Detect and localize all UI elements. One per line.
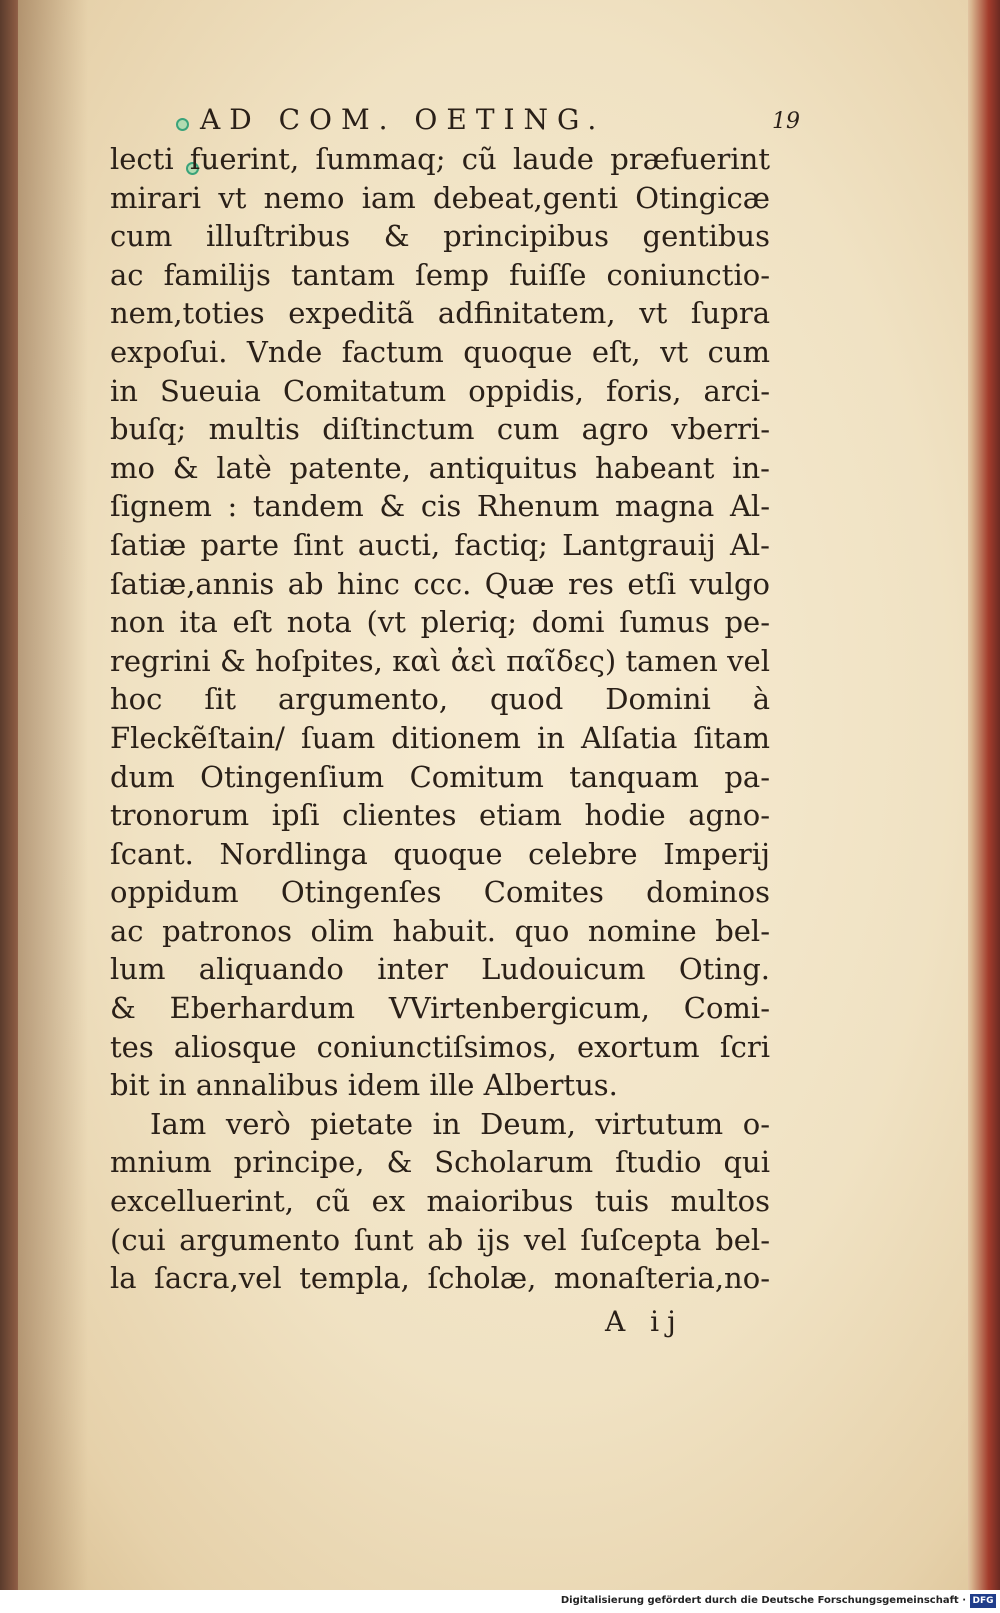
text-line: expoſui. Vnde factum quoque eſt, vt cum xyxy=(110,334,770,369)
dfg-logo: DFG xyxy=(970,1594,996,1608)
running-title: AD COM. OETING. xyxy=(200,103,606,136)
text-line: mnium principe, & Scholarum ſtudio qui xyxy=(110,1145,770,1180)
text-line: tronorum ipſi clientes etiam hodie agno- xyxy=(110,798,770,833)
body-text xyxy=(110,140,770,1298)
signature-mark xyxy=(110,1302,770,1342)
text-line: lum aliquando inter Ludouicum Oting. xyxy=(110,952,770,987)
text-line: dum Otingenſium Comitum tanquam pa- xyxy=(110,759,770,794)
text-line: excelluerint, cũ ex maioribus tuis multos xyxy=(110,1184,770,1219)
funding-credit: Digitalisierung gefördert durch die Deutsche Forschungsgemeinschaft · xyxy=(560,1595,966,1606)
text-line: (cui argumento ſunt ab ijs vel ſuſcepta bel- xyxy=(110,1222,770,1257)
text-line: ſignem : tandem & cis Rhenum magna Al- xyxy=(110,489,770,524)
text-line: bit in annalibus idem ille Albertus. xyxy=(110,1068,618,1103)
text-line: non ita eſt nota (vt pleriq; domi ſumus pe- xyxy=(110,605,770,640)
text-line: ſcant. Nordlinga quoque celebre Imperij xyxy=(110,836,770,871)
text-line: la ſacra,vel templa, ſcholæ, monaſteria,no- xyxy=(110,1261,770,1296)
text-line: & Eberhardum VVirtenbergicum, Comi- xyxy=(110,991,770,1026)
text-line: ſatiæ,annis ab hinc ccc. Quæ res etſi vulgo xyxy=(110,566,770,601)
running-head xyxy=(110,100,800,140)
text-line: cum illuſtribus & principibus gentibus xyxy=(110,219,770,254)
text-line: oppidum Otingenſes Comites dominos xyxy=(110,875,770,910)
text-line: ſatiæ parte ſint aucti, factiq; Lantgrauij Al- xyxy=(110,527,770,562)
text-line: Iam verò pietate in Deum, virtutum o- xyxy=(150,1106,770,1141)
text-block xyxy=(110,100,800,1342)
text-line: hoc ſit argumento, quod Domini à Fleckẽſtain/ ſuam ditionem in Alſatia ſitam xyxy=(110,682,770,755)
text-line: buſq; multis diſtinctum cum agro vberri- xyxy=(110,412,770,447)
text-line: nem,toties expeditã adfinitatem, vt ſupra xyxy=(110,296,770,331)
text-line: ac familijs tantam ſemp fuiſſe coniunctio- xyxy=(110,257,770,292)
text-line: mo & latè patente, antiquitus habeant in- xyxy=(110,450,770,485)
text-line: ac patronos olim habuit. quo nomine bel- xyxy=(110,913,770,948)
page-number: 19 xyxy=(772,109,800,134)
footer-bar xyxy=(0,1590,1000,1613)
text-line: lecti fuerint, ſummaq; cũ laude præfuerint xyxy=(110,142,770,176)
text-line: mirari vt nemo iam debeat,genti Otingicæ xyxy=(110,180,770,215)
text-line: in Sueuia Comitatum oppidis, foris, arci- xyxy=(110,373,770,408)
text-line: tes aliosque coniunctiſsimos, exortum ſcri xyxy=(110,1029,770,1064)
text-line: regrini & hoſpites, καὶ ἀεὶ παῖδες) tamen vel xyxy=(110,643,770,678)
signature-text: A ij xyxy=(605,1304,684,1338)
